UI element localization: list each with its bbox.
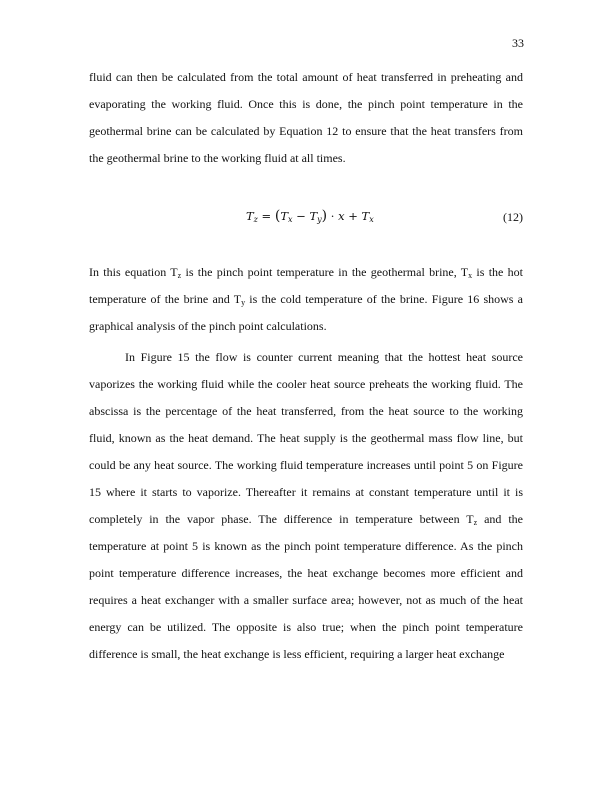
subscript: z <box>473 518 478 527</box>
eq-op: + <box>344 209 362 223</box>
body-text-line <box>89 265 523 279</box>
subscript: x <box>468 271 473 280</box>
body-text-line <box>89 292 523 306</box>
text: In this equation T <box>89 265 178 279</box>
body-text-line: geothermal brine can be calculated by Equation 12 to ensure that the heat transfers from <box>89 124 523 138</box>
eq-var: T <box>280 209 288 223</box>
eq-op: − <box>292 209 310 223</box>
text: completely in the vapor phase. The difference in temperature between T <box>89 512 474 526</box>
subscript: y <box>241 298 246 307</box>
body-text-line: difference is small, the heat exchange is less efficient, requiring a larger heat exchange <box>89 647 505 661</box>
eq-op: = <box>257 209 275 223</box>
body-text-line: requires a heat exchanger with a smaller surface area; however, not as much of the heat <box>89 593 523 607</box>
text: is the pinch point temperature in the geothermal brine, T <box>181 265 469 279</box>
eq-var: T <box>246 209 254 223</box>
body-text-line <box>89 512 523 526</box>
body-text-line: abscissa is the percentage of the heat transferred, from the heat source to the working <box>89 404 523 418</box>
body-text-line: could be any heat source. The working fluid temperature increases until point 5 on Figure <box>89 458 523 472</box>
eq-var: x <box>338 209 345 223</box>
equation-number: (12) <box>503 210 523 224</box>
body-text-line: fluid, known as the heat demand. The heat supply is the geothermal mass flow line, but <box>89 431 523 445</box>
eq-paren: ) <box>321 208 328 224</box>
text: and the <box>477 512 523 526</box>
body-text-line: 15 where it starts to vaporize. Thereafter it remains at constant temperature until it is <box>89 485 523 499</box>
eq-sub: z <box>253 215 258 224</box>
body-text-line: In Figure 15 the flow is counter current meaning that the hottest heat source <box>125 350 523 364</box>
body-text-line: point temperature difference increases, the heat exchange becomes more efficient and <box>89 566 523 580</box>
eq-sub: x <box>369 215 374 224</box>
body-text-line: evaporating the working fluid. Once this is done, the pinch point temperature in the <box>89 97 523 111</box>
body-text-line: temperature at point 5 is known as the pinch point temperature difference. As the pinch <box>89 539 523 553</box>
body-text-line: vaporizes the working fluid while the cooler heat source preheats the working fluid. The <box>89 377 523 391</box>
body-text-line: graphical analysis of the pinch point calculations. <box>89 319 327 333</box>
text: temperature of the brine and T <box>89 292 242 306</box>
eq-var: T <box>361 209 370 223</box>
eq-paren: ( <box>274 208 281 224</box>
eq-var: T <box>309 209 318 223</box>
page-number: 33 <box>512 36 524 50</box>
eq-sub: y <box>317 215 322 224</box>
body-text-line: the geothermal brine to the working fluid at all times. <box>89 151 346 165</box>
body-text-line: energy can be utilized. The opposite is also true; when the pinch point temperature <box>89 620 523 634</box>
subscript: z <box>177 271 182 280</box>
body-text-line: fluid can then be calculated from the total amount of heat transferred in preheating and <box>89 70 523 84</box>
text: is the hot <box>472 265 523 279</box>
equation-expression <box>246 208 374 224</box>
eq-sub: x <box>287 215 293 224</box>
eq-op: · <box>327 209 339 223</box>
equation-12 <box>89 208 523 228</box>
text: is the cold temperature of the brine. Figure 16 shows a <box>245 292 523 306</box>
